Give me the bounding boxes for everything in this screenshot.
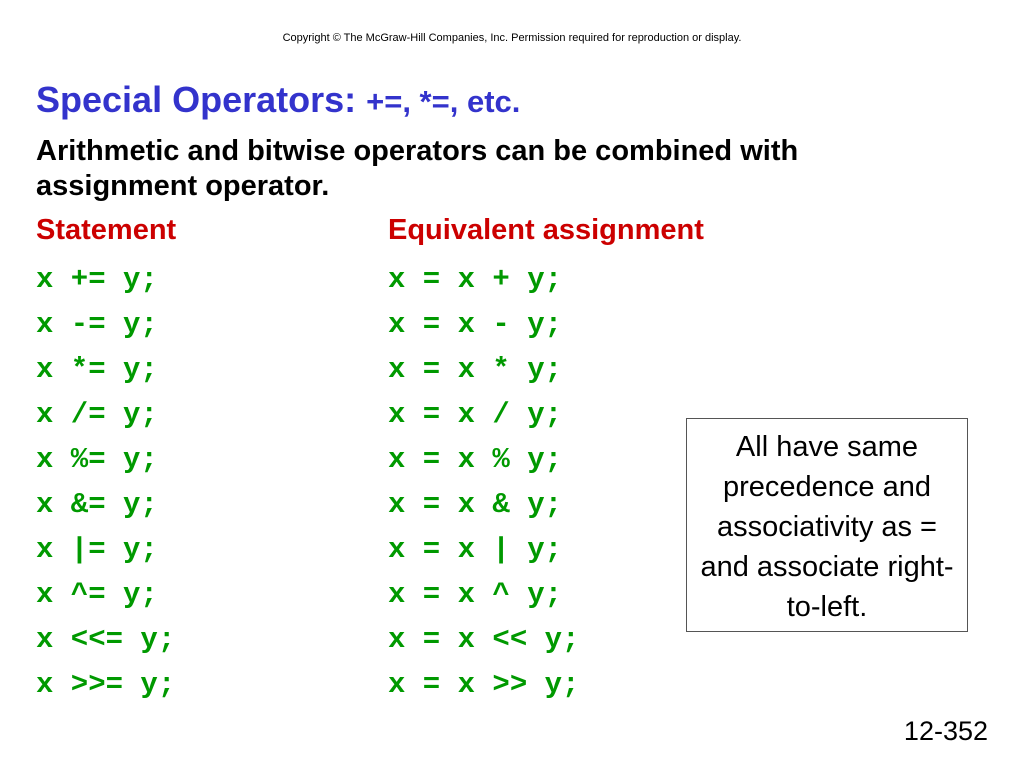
statement-row: x += y;	[36, 263, 158, 296]
equivalent-row: x = x % y;	[388, 443, 563, 476]
equivalent-list	[388, 262, 579, 712]
copyright-notice: Copyright © The McGraw-Hill Companies, Inc. Permission required for reproduction or display.	[282, 32, 742, 44]
statement-row: x ^= y;	[36, 578, 158, 611]
equivalent-row: x = x | y;	[388, 533, 563, 566]
statement-row: x -= y;	[36, 308, 158, 341]
statement-list	[36, 262, 175, 712]
statement-column-header: Statement	[36, 214, 177, 246]
statement-row: x >>= y;	[36, 668, 176, 701]
statement-row: x <<= y;	[36, 623, 176, 656]
statement-row: x %= y;	[36, 443, 158, 476]
slide-title	[36, 78, 520, 124]
slide-number: 12-352	[903, 716, 988, 746]
statement-row: x |= y;	[36, 533, 158, 566]
precedence-note-box: All have same precedence and associativity as = and associate right-to-left.	[686, 418, 968, 632]
equivalent-row: x = x * y;	[388, 353, 563, 386]
equivalent-row: x = x - y;	[388, 308, 563, 341]
statement-row: x &= y;	[36, 488, 158, 521]
statement-row: x *= y;	[36, 353, 158, 386]
slide-title-operators: +=, *=, etc.	[366, 84, 521, 119]
equivalent-row: x = x << y;	[388, 623, 580, 656]
equivalent-row: x = x + y;	[388, 263, 563, 296]
equivalent-row: x = x & y;	[388, 488, 563, 521]
equivalent-row: x = x / y;	[388, 398, 563, 431]
equivalent-row: x = x >> y;	[388, 668, 580, 701]
statement-row: x /= y;	[36, 398, 158, 431]
slide-title-main: Special Operators:	[36, 79, 367, 120]
slide-subtitle: Arithmetic and bitwise operators can be combined with assignment operator.	[36, 135, 799, 202]
equivalent-row: x = x ^ y;	[388, 578, 563, 611]
equivalent-column-header: Equivalent assignment	[388, 214, 704, 246]
